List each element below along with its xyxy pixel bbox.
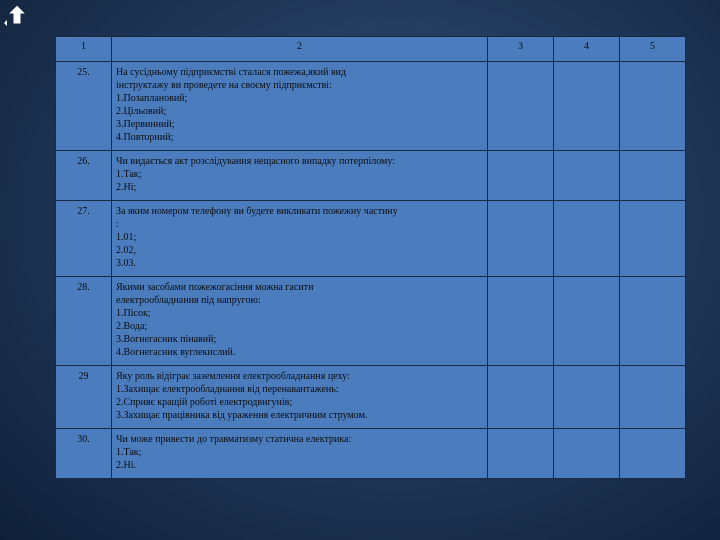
question-text: Якими засобами пожежогасіння можна гасити — [116, 282, 314, 293]
table-row — [56, 366, 686, 429]
answer-cell-col-3 — [488, 62, 554, 151]
answer-option: 4.Повторний; — [116, 132, 174, 143]
quiz-table — [55, 36, 686, 479]
question-text: На сусідньому підприємстві сталася пожежа,який вид — [116, 67, 347, 78]
header-row — [56, 37, 686, 62]
answer-option: 2.Сприяє кращій роботі електродвигунів; — [116, 397, 293, 408]
answer-cell-col-5 — [620, 366, 686, 429]
header-col-4: 4 — [554, 37, 620, 62]
question-number: 25. — [56, 62, 112, 151]
answer-option: 2.02, — [116, 245, 136, 256]
question-cell — [112, 277, 488, 366]
header-col-1: 1 — [56, 37, 112, 62]
answer-option: 3.Захищає працівника від ураження електричним струмом. — [116, 410, 368, 421]
table-row — [56, 277, 686, 366]
question-number: 27. — [56, 201, 112, 277]
question-text: Чи може привести до травматизму статична електрика: — [116, 434, 352, 445]
answer-cell-col-5 — [620, 62, 686, 151]
answer-option: 1.Так; — [116, 447, 142, 458]
question-cell — [112, 151, 488, 201]
question-cell — [112, 201, 488, 277]
question-number: 26. — [56, 151, 112, 201]
question-text: Яку роль відіграє заземлення електрообладнання цеху: — [116, 371, 350, 382]
header-col-5: 5 — [620, 37, 686, 62]
answer-cell-col-4 — [554, 429, 620, 479]
question-number: 29 — [56, 366, 112, 429]
answer-cell-col-4 — [554, 151, 620, 201]
answer-cell-col-3 — [488, 429, 554, 479]
answer-cell-col-3 — [488, 366, 554, 429]
answer-cell-col-4 — [554, 62, 620, 151]
question-text: : — [116, 219, 119, 230]
table-row — [56, 62, 686, 151]
answer-option: 4.Вогнегасник вуглекислий. — [116, 347, 236, 358]
answer-option: 1.Так; — [116, 169, 142, 180]
answer-cell-col-4 — [554, 201, 620, 277]
answer-option: 1.Пісок; — [116, 308, 151, 319]
answer-option: 2.Цільовий; — [116, 106, 167, 117]
answer-cell-col-4 — [554, 277, 620, 366]
answer-cell-col-3 — [488, 201, 554, 277]
answer-option: 1.Захищає електрообладнання від перенавантажень: — [116, 384, 339, 395]
question-text: інструктажу ви проведете на своєму підприємстві: — [116, 80, 332, 91]
answer-cell-col-3 — [488, 151, 554, 201]
answer-cell-col-4 — [554, 366, 620, 429]
answer-option: 2.Ні; — [116, 182, 137, 193]
navigation-arrow-icon[interactable] — [4, 4, 30, 26]
question-text: За яким номером телефону ви будете викликати пожежну частину — [116, 206, 398, 217]
answer-cell-col-5 — [620, 201, 686, 277]
question-text: Чи видається акт розслідування нещасного випадку потерпілому: — [116, 156, 395, 167]
answer-cell-col-3 — [488, 277, 554, 366]
header-col-3: 3 — [488, 37, 554, 62]
answer-option: 2.Вода; — [116, 321, 148, 332]
question-cell — [112, 429, 488, 479]
answer-cell-col-5 — [620, 429, 686, 479]
header-col-2: 2 — [112, 37, 488, 62]
question-cell — [112, 366, 488, 429]
answer-option: 1.Позаплановий; — [116, 93, 188, 104]
answer-option: 1.01; — [116, 232, 137, 243]
question-text: електрообладнання під напругою: — [116, 295, 261, 306]
table-row — [56, 151, 686, 201]
answer-cell-col-5 — [620, 277, 686, 366]
question-cell — [112, 62, 488, 151]
answer-option: 3.03. — [116, 258, 136, 269]
answer-option: 3.Первинний; — [116, 119, 175, 130]
question-number: 30. — [56, 429, 112, 479]
table-row — [56, 201, 686, 277]
answer-option: 3.Вогнегасник пінавий; — [116, 334, 217, 345]
answer-cell-col-5 — [620, 151, 686, 201]
table-row — [56, 429, 686, 479]
question-number: 28. — [56, 277, 112, 366]
answer-option: 2.Ні. — [116, 460, 136, 471]
